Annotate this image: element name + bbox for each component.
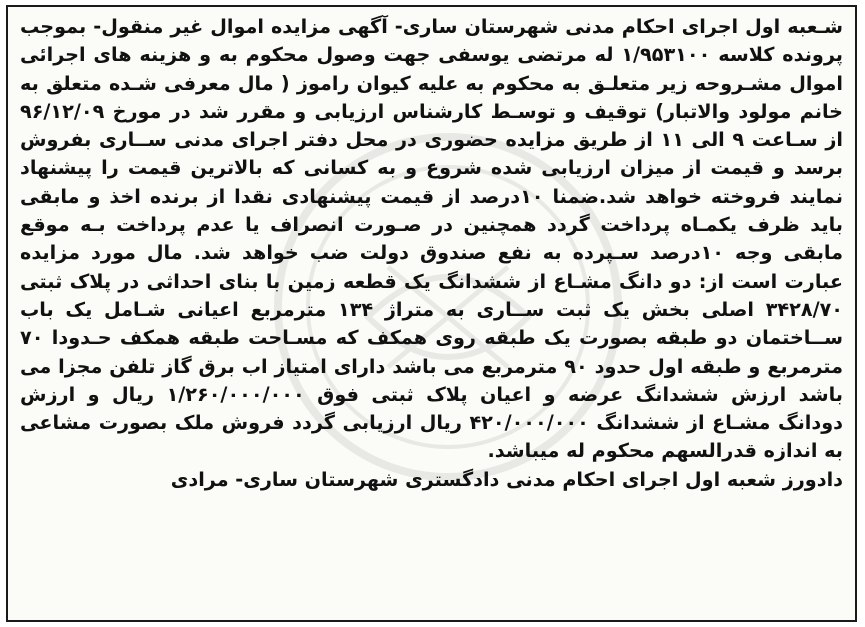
notice-signature: دادورز شعبه اول اجرای احکام مدنی دادگستری شهرستان ساری- مرادی [170,467,843,491]
notice-paragraph: شـعبه اول اجرای احکام مدنی شهرستان ساری- آگهی مزایده اموال غیر منقول- بموجب پرونده کلاسه ۱/۹۵۳۱۰۰ له مرتضی یوسفی جهت وصول محکوم به و هزینه های اجرائی اموال مشـروحه زیر متعلـق به محکوم به علیه کیوان راموز ( مال معرفی شـده متعلق به خانم مولود والاتبار) توقیف و توسـط کارشناس ارزیابی و مقرر شد در مورخ ۹۶/۱۲/۰۹ از سـاعت ۹ الی ۱۱ از طریق مزایده حضوری در محل دفتر اجرای مدنی ســاری بفروش برسد و قیمت از میزان ارزیابی شده شروع و به کسانی که بالاترین قیمت را پیشنهاد نمایند فروخته خواهد شد.ضمنا ۱۰درصد از قیمت پیشنهادی نقدا از برنده اخذ و مابقی باید ظرف یکمـاه پرداخت گردد همچنین در صـورت انصراف یا عدم پرداخت بـه موقع مابقی وجه ۱۰درصد سـپرده به نفع صندوق دولت ضب خواهد شد. مال مورد مزایده عبارت است از: دو دانگ مشـاع از ششدانگ یک قطعه زمین با بنای احداثی در پلاک ثبتی ۳۴۲۸/۷۰ اصلی بخش یک ثبت ســاری به متراژ ۱۳۴ مترمربع اعیانی شـامل یک باب ســاختمان دو طبقه بصورت یک طبقه روی همکف که مسـاحت طبقه همکف حـدودا ۷۰ مترمربع و طبقه اول حدود ۹۰ مترمربع می باشد دارای امتیاز اب برق گاز تلفن مجزا می باشد ارزش ششدانگ عرضه و اعیان پلاک ثبتی فوق ۱/۲۶۰/۰۰۰/۰۰۰ ریال و ارزش دودانگ مشـاع از ششدانگ ۴۲۰/۰۰۰/۰۰۰ ریال ارزیابی گردد فروش ملک بصورت مشاعی به اندازه قدرالسهم محکوم له میباشد. [20,15,844,463]
legal-notice [6,5,857,622]
notice-body [8,7,855,620]
